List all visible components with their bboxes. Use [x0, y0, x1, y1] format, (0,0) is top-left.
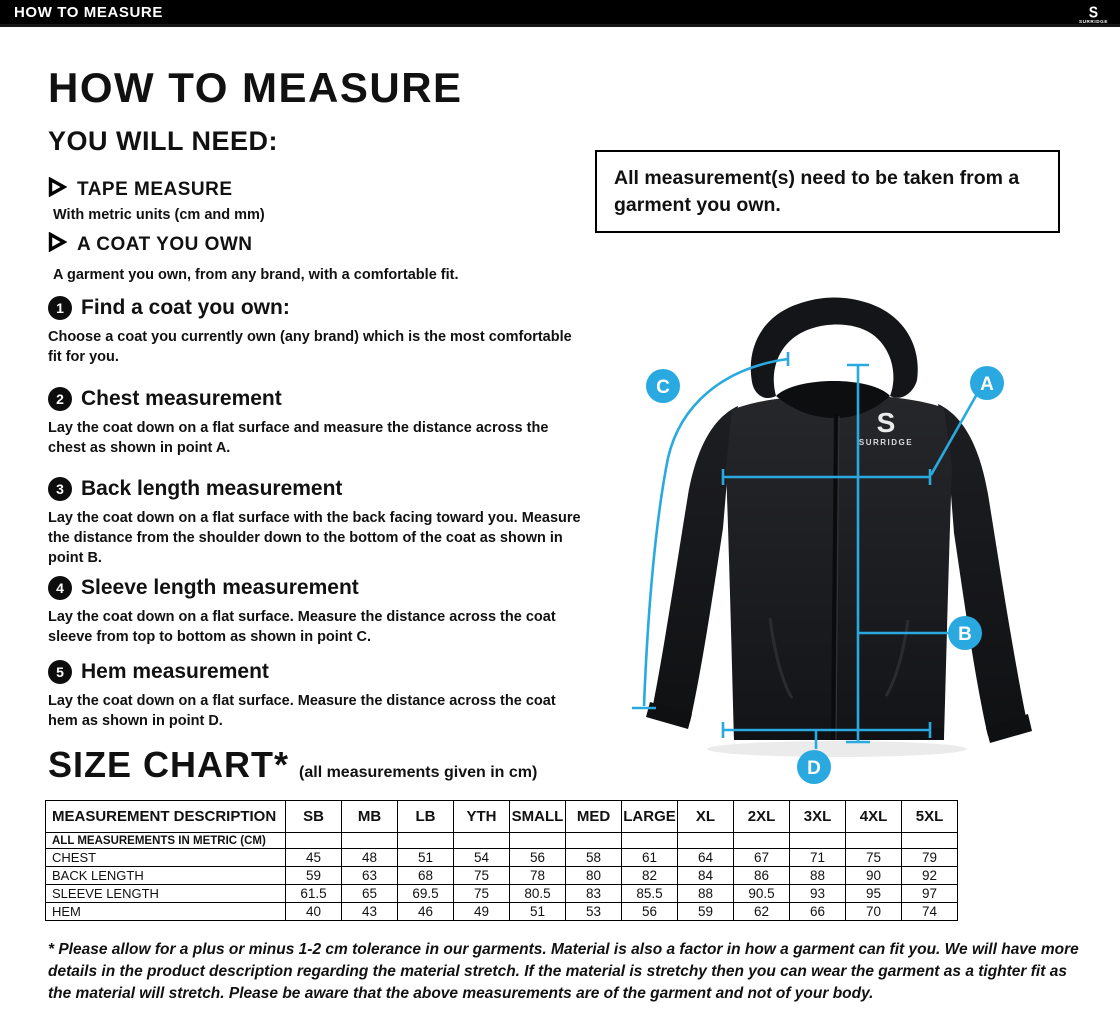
measurement-row-label: HEM: [46, 903, 286, 921]
size-chart-table-body: [46, 801, 958, 921]
size-column-header: LARGE: [622, 801, 678, 833]
size-chart-subtitle: (all measurements given in cm): [299, 764, 538, 781]
table-row: [46, 867, 958, 885]
measurement-value-cell: 74: [902, 903, 958, 921]
measurement-value-cell: 61: [622, 849, 678, 867]
page-title: HOW TO MEASURE: [48, 64, 463, 111]
garment-logo-word: SURRIDGE: [858, 438, 914, 447]
measurement-value-cell: 92: [902, 867, 958, 885]
size-column-header: LB: [398, 801, 454, 833]
step-body: Lay the coat down on a flat surface. Measure the distance across the coat sleeve from top to bottom as shown in point C.: [48, 609, 556, 645]
empty-cell: [286, 833, 342, 849]
measurement-value-cell: 51: [398, 849, 454, 867]
measurement-value-cell: 54: [454, 849, 510, 867]
measurement-value-cell: 68: [398, 867, 454, 885]
measurement-value-cell: 84: [678, 867, 734, 885]
need-desc: With metric units (cm and mm): [53, 207, 265, 223]
empty-cell: [846, 833, 902, 849]
measurement-value-cell: 46: [398, 903, 454, 921]
surridge-s-mark: S: [1088, 3, 1099, 22]
size-column-header: MED: [566, 801, 622, 833]
step-1: [48, 296, 588, 367]
measurement-value-cell: 43: [342, 903, 398, 921]
measurement-value-cell: 90: [846, 867, 902, 885]
measurement-value-cell: 45: [286, 849, 342, 867]
step-number-badge: 4: [48, 576, 72, 600]
measurement-value-cell: 97: [902, 885, 958, 903]
point-d-label: D: [807, 758, 821, 779]
measurement-value-cell: 67: [734, 849, 790, 867]
measurement-value-cell: 85.5: [622, 885, 678, 903]
table-row: [46, 885, 958, 903]
need-item-coat: [48, 232, 459, 283]
empty-cell: [622, 833, 678, 849]
measurement-value-cell: 78: [510, 867, 566, 885]
measurement-value-cell: 82: [622, 867, 678, 885]
size-chart-table: [45, 800, 958, 921]
need-desc: A garment you own, from any brand, with a comfortable fit.: [53, 267, 459, 283]
step-number-badge: 3: [48, 477, 72, 501]
measurement-value-cell: 75: [846, 849, 902, 867]
step-body: Lay the coat down on a flat surface with the back facing toward you. Measure the distance from the shoulder down to the bottom of the coat as shown in point B.: [48, 510, 581, 566]
empty-cell: [342, 833, 398, 849]
measurement-value-cell: 80: [566, 867, 622, 885]
measurement-value-cell: 56: [510, 849, 566, 867]
size-column-header: 3XL: [790, 801, 846, 833]
step-title: Hem measurement: [81, 660, 269, 683]
garment-logo-mark: S: [876, 407, 896, 438]
measurement-value-cell: 88: [790, 867, 846, 885]
size-column-header: 5XL: [902, 801, 958, 833]
size-column-header: XL: [678, 801, 734, 833]
measurement-value-cell: 75: [454, 867, 510, 885]
measurement-value-cell: 63: [342, 867, 398, 885]
step-number-badge: 2: [48, 387, 72, 411]
measurement-value-cell: 58: [566, 849, 622, 867]
measurement-value-cell: 69.5: [398, 885, 454, 903]
empty-cell: [510, 833, 566, 849]
measurement-value-cell: 62: [734, 903, 790, 921]
table-row: [46, 849, 958, 867]
measurement-value-cell: 66: [790, 903, 846, 921]
step-number-badge: 5: [48, 660, 72, 684]
measurement-value-cell: 56: [622, 903, 678, 921]
surridge-logo-icon: [1079, 5, 1108, 25]
tolerance-footnote: * Please allow for a plus or minus 1-2 cm tolerance in our garments. Material is also a factor in how a garment can fit you. We will have more details in the product description regarding the material stretch. If the material is stretchy then you can wear the garment as a tighter fit as the material will stretch. Please be aware that the above measurements are of the garment and not of your body.: [48, 941, 1079, 1003]
measurement-value-cell: 64: [678, 849, 734, 867]
measurement-value-cell: 59: [286, 867, 342, 885]
measurement-value-cell: 83: [566, 885, 622, 903]
step-body: Choose a coat you currently own (any brand) which is the most comfortable fit for you.: [48, 329, 572, 365]
size-column-header: 4XL: [846, 801, 902, 833]
size-column-header: YTH: [454, 801, 510, 833]
measurement-value-cell: 53: [566, 903, 622, 921]
size-column-header: MB: [342, 801, 398, 833]
measurement-value-cell: 95: [846, 885, 902, 903]
size-column-header: SMALL: [510, 801, 566, 833]
measurement-row-label: SLEEVE LENGTH: [46, 885, 286, 903]
measurement-value-cell: 90.5: [734, 885, 790, 903]
measurement-value-cell: 86: [734, 867, 790, 885]
jacket-illustration: [600, 288, 1080, 800]
size-column-header: SB: [286, 801, 342, 833]
measurement-value-cell: 71: [790, 849, 846, 867]
size-chart-title: SIZE CHART*: [48, 744, 290, 785]
measurement-row-label: CHEST: [46, 849, 286, 867]
jacket-measurement-figure: [600, 288, 1080, 800]
need-label: A COAT YOU OWN: [77, 234, 253, 255]
point-c-label: C: [656, 377, 670, 398]
step-body: Lay the coat down on a flat surface. Measure the distance across the coat hem as shown in point D.: [48, 693, 556, 729]
size-chart-heading: [48, 744, 537, 786]
measurement-value-cell: 80.5: [510, 885, 566, 903]
triangle-bullet-icon: [48, 177, 67, 203]
measurement-value-cell: 93: [790, 885, 846, 903]
you-will-need-heading: YOU WILL NEED:: [48, 126, 279, 156]
measurement-value-cell: 79: [902, 849, 958, 867]
measurement-value-cell: 61.5: [286, 885, 342, 903]
step-2: [48, 387, 588, 458]
empty-cell: [902, 833, 958, 849]
step-title: Find a coat you own:: [81, 296, 290, 319]
need-label: TAPE MEASURE: [77, 179, 233, 200]
step-title: Sleeve length measurement: [81, 576, 359, 599]
step-4: [48, 576, 588, 647]
table-row: [46, 903, 958, 921]
triangle-bullet-icon: [48, 232, 67, 258]
empty-cell: [566, 833, 622, 849]
size-column-header: 2XL: [734, 801, 790, 833]
measurement-value-cell: 48: [342, 849, 398, 867]
point-b-label: B: [958, 624, 972, 645]
header-bar: [0, 0, 1120, 27]
step-body: Lay the coat down on a flat surface and measure the distance across the chest as shown in point A.: [48, 420, 549, 456]
empty-cell: [678, 833, 734, 849]
measurement-value-cell: 51: [510, 903, 566, 921]
measurement-value-cell: 75: [454, 885, 510, 903]
empty-cell: [454, 833, 510, 849]
measurement-value-cell: 40: [286, 903, 342, 921]
measurement-value-cell: 88: [678, 885, 734, 903]
empty-cell: [734, 833, 790, 849]
empty-cell: [790, 833, 846, 849]
measurement-value-cell: 70: [846, 903, 902, 921]
step-title: Back length measurement: [81, 477, 343, 500]
header-title: HOW TO MEASURE: [14, 3, 163, 21]
step-3: [48, 477, 588, 568]
need-item-tape-measure: [48, 177, 265, 223]
metric-note-cell: ALL MEASUREMENTS IN METRIC (CM): [46, 833, 286, 849]
step-number-badge: 1: [48, 296, 72, 320]
empty-cell: [398, 833, 454, 849]
surridge-wordmark: SURRIDGE: [1078, 19, 1108, 25]
step-5: [48, 660, 588, 731]
measurement-row-label: BACK LENGTH: [46, 867, 286, 885]
measurement-description-header: MEASUREMENT DESCRIPTION: [46, 801, 286, 833]
measurement-value-cell: 65: [342, 885, 398, 903]
point-a-label: A: [980, 374, 994, 395]
measurement-note-box: All measurement(s) need to be taken from a garment you own.: [595, 150, 1060, 233]
measurement-value-cell: 59: [678, 903, 734, 921]
measurement-value-cell: 49: [454, 903, 510, 921]
step-title: Chest measurement: [81, 387, 282, 410]
